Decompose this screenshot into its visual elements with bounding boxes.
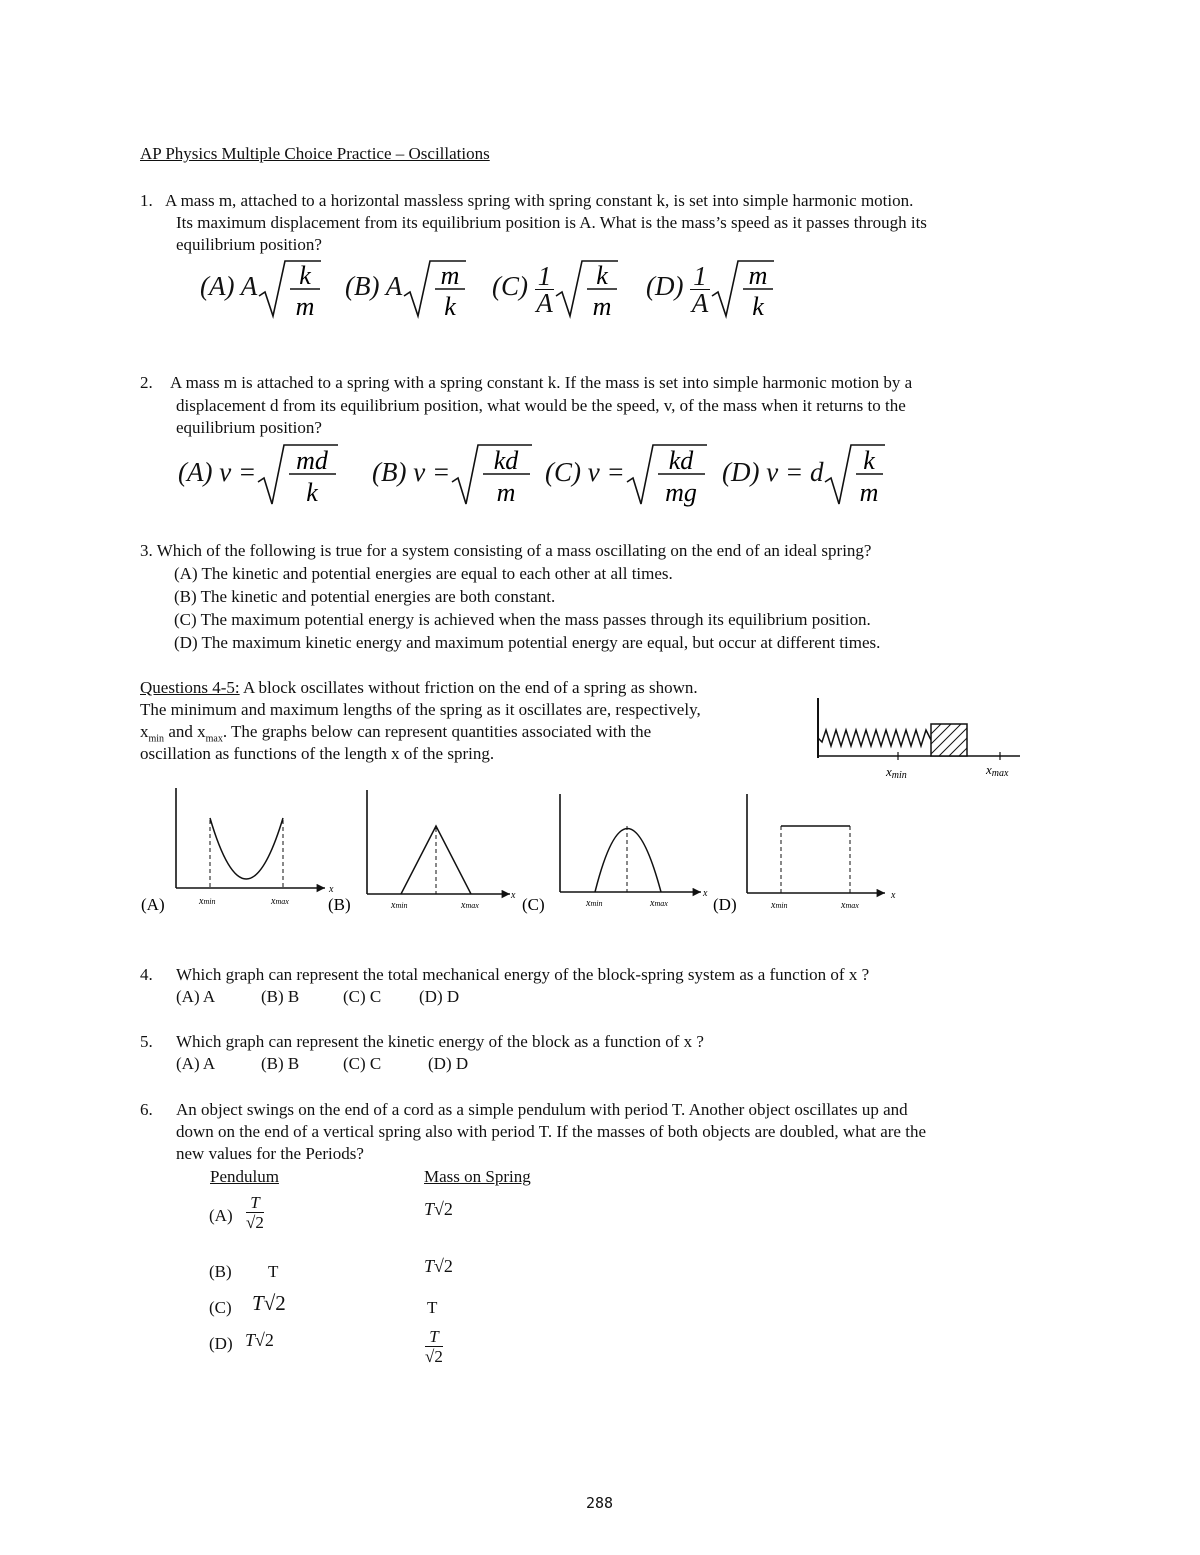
q2-line-2: displacement d from its equilibrium position, what would be the speed, v, of the mass when it returns to the [176,396,906,415]
T: T [424,1256,435,1276]
tick-xmin-sub: min [395,901,408,910]
q3-stem: 3. Which of the following is true for a system consisting of a mass oscillating on the end of an ideal spring? [140,541,872,560]
q6-row-c-label[interactable]: (C) [209,1298,232,1317]
q6-line-3: new values for the Periods? [176,1144,364,1163]
denominator: m [295,292,315,320]
q1-number: 1. [140,191,153,210]
sqrt-symbol [710,258,776,320]
graph-label: (C) [522,895,545,914]
sqrt-symbol [554,258,620,320]
sqrt-symbol [402,258,468,320]
q3-option-c[interactable]: (C) The maximum potential energy is achieved when the mass passes through its equilibrium position. [174,610,871,629]
sqrt2: √2 [434,1199,453,1219]
tick-xmin-sub: min [590,899,603,908]
lhs: v = [587,457,625,488]
graph-d [713,794,896,914]
q3-option-d[interactable]: (D) The maximum kinetic energy and maximum potential energy are equal, but occur at different times. [174,633,881,652]
option-label: (C) [492,271,528,302]
denominator: k [444,292,457,320]
sqrt-symbol [823,442,887,508]
fig-xmax-sub: max [991,768,1009,779]
T: T [252,1291,264,1315]
q1-line-3: equilibrium position? [176,235,322,254]
spring-coil [818,730,931,746]
col-spring-header: Mass on Spring [424,1167,531,1186]
q4-choice-b[interactable]: (B) B [261,987,300,1006]
q2-line-3: equilibrium position? [176,418,322,437]
sqrt-symbol [256,442,340,508]
axis-x-label: x [329,884,334,895]
fig-xmin-x: x [886,764,892,779]
q1-option-b[interactable] [345,258,468,320]
intro-heading: Questions 4-5: [140,678,240,697]
q2-option-b[interactable] [372,442,534,508]
graph-label: (B) [328,895,351,914]
denominator: m [496,478,516,507]
tick-xmax-sub: max [275,897,289,906]
q5-choice-b[interactable]: (B) B [261,1054,300,1073]
and-xmax: and x [164,722,206,741]
denominator: m [860,478,879,507]
tick-xmax-x: x [841,900,846,911]
q4-text: Which graph can represent the total mechanical energy of the block-spring system as a function of x ? [176,965,870,984]
tick-xmin-sub: min [775,901,788,910]
numerator: k [863,446,876,475]
xmin-sub: min [148,733,165,745]
numerator: kd [668,446,693,475]
sqrt-symbol [450,442,534,508]
graph-a [141,788,334,914]
tick-xmin-x: x [391,900,396,911]
q5-number: 5. [140,1032,153,1051]
intro-line-2: The minimum and maximum lengths of the spring as it oscillates are, respectively, [140,700,701,719]
q1-option-a[interactable] [200,258,323,320]
fraction [535,260,555,318]
sqrt2: √2 [434,1256,453,1276]
lhs: v = [219,457,257,488]
q2-option-d[interactable] [722,442,887,508]
q6-row-b-pendulum: T [268,1262,279,1281]
q1-line-1: A mass m, attached to a horizontal massless spring with spring constant k, is set into simple harmonic motion. [165,191,914,210]
option-label: (D) [722,457,760,488]
axis-x-label: x [511,890,516,901]
q5-choice-a[interactable]: (A) A [176,1054,216,1073]
graph-b [328,790,516,914]
fraction-denominator: √2 [425,1347,443,1366]
fraction-denominator: √2 [246,1213,264,1232]
fraction [246,1193,264,1232]
intro-text-3: . The graphs below can represent quantities associated with the [222,722,652,741]
T: T [424,1199,435,1219]
sqrt-symbol [625,442,709,508]
col-pendulum-header: Pendulum [210,1167,279,1186]
q4-choice-a[interactable]: (A) A [176,987,216,1006]
fraction-numerator: T [425,1327,443,1347]
fig-xmax-label [985,762,1009,779]
fig-xmin-sub: min [891,770,907,781]
tick-xmin [585,898,602,909]
tick-xmax-x: x [650,898,655,909]
denominator: k [306,478,318,507]
q6-row-c-pendulum [252,1292,286,1314]
T: T [245,1330,256,1350]
q5-text: Which graph can represent the kinetic energy of the block as a function of x ? [176,1032,704,1051]
xmax-sub: max [205,733,223,745]
q2-option-c[interactable] [545,442,709,508]
q4-number: 4. [140,965,153,984]
q6-number: 6. [140,1100,153,1119]
q6-row-d-pendulum [245,1329,274,1351]
numerator: m [440,261,460,290]
q5-choice-c[interactable]: (C) C [343,1054,382,1073]
axis-x-label: x [891,890,896,901]
axis-x-label: x [703,888,708,899]
tick-xmax [270,896,289,907]
curve [595,829,661,893]
graphs-row [135,780,925,920]
tick-xmin [390,900,407,911]
tick-xmax [460,900,479,911]
xmin-x: x [140,722,149,741]
q1-option-d[interactable] [646,258,776,320]
q6-row-a-label[interactable]: (A) [209,1206,233,1225]
spring-block-figure [810,690,1030,785]
tick-xmax-x: x [271,896,276,907]
fraction-denominator: A [536,287,553,318]
q3-option-a[interactable]: (A) The kinetic and potential energies are equal to each other at all times. [174,564,673,583]
tick-xmax-sub: max [845,901,859,910]
q1-option-c[interactable] [492,258,620,320]
fig-xmax-x: x [986,762,992,777]
q6-row-d-spring [425,1327,443,1366]
lhs: v = d [766,457,824,488]
fraction [690,260,710,318]
fig-xmin-label [885,764,907,781]
tick-xmin-x: x [199,896,204,907]
option-label: (A) [200,271,235,302]
q5-choice-d[interactable]: (D) D [428,1054,469,1073]
numerator: k [299,261,312,290]
q3-option-b[interactable]: (B) The kinetic and potential energies are both constant. [174,587,556,606]
fraction-numerator: T [246,1193,264,1213]
page-title: AP Physics Multiple Choice Practice – Oscillations [140,144,490,163]
option-label: (B) [372,457,407,488]
intro-text-1: A block oscillates without friction on the end of a spring as shown. [239,678,698,697]
tick-xmax [649,898,668,909]
q2-number: 2. [140,373,153,392]
graph-label: (A) [141,895,165,914]
curve [210,818,283,879]
numerator: md [296,446,329,475]
option-label: (A) [178,457,213,488]
q6-row-a-pendulum [246,1193,264,1232]
q6-row-b-label[interactable]: (B) [209,1262,232,1281]
numerator: kd [493,446,519,475]
tick-xmin-x: x [771,900,776,911]
q6-row-c-spring: T [427,1298,438,1317]
denominator: k [751,292,764,320]
denominator: mg [664,478,697,507]
sqrt2: √2 [255,1330,274,1350]
q6-row-d-label[interactable]: (D) [209,1334,233,1353]
tick-xmax-x: x [461,900,466,911]
sqrt2: √2 [263,1291,286,1315]
q6-row-a-spring [424,1198,453,1220]
tick-xmin-sub: min [203,897,216,906]
q4-choice-d[interactable]: (D) D [419,987,460,1006]
tick-xmax [840,900,859,911]
q1-line-2: Its maximum displacement from its equilibrium position is A. What is the mass’s speed as it passes through its [176,213,927,232]
tick-xmin-x: x [586,898,591,909]
q6-row-b-spring [424,1255,453,1277]
tick-xmax-sub: max [465,901,479,910]
fraction [425,1327,443,1366]
q6-line-2: down on the end of a vertical spring also with period T. If the masses of both objects are doubled, what are the [176,1122,926,1141]
option-label: (B) [345,271,380,302]
numerator: k [596,261,609,290]
tick-xmax-sub: max [654,899,668,908]
intro-line-4: oscillation as functions of the length x of the spring. [140,744,495,763]
q6-line-1: An object swings on the end of a cord as a simple pendulum with period T. Another object oscillates up and [176,1100,908,1119]
numerator: m [748,261,768,290]
page-number: 288 [586,1494,614,1512]
tick-xmin [198,896,215,907]
lhs: v = [413,457,451,488]
q4-choice-c[interactable]: (C) C [343,987,382,1006]
option-label: (C) [545,457,581,488]
coefficient: A [385,271,403,302]
graph-label: (D) [713,895,737,914]
graph-c [522,794,708,914]
q2-line-1: A mass m is attached to a spring with a spring constant k. If the mass is set into simple harmonic motion by a [170,373,913,392]
intro-line-1 [140,677,698,699]
q2-option-a[interactable] [178,442,340,508]
fraction-numerator: 1 [690,263,710,290]
tick-xmin [770,900,787,911]
fraction-denominator: A [691,287,709,318]
option-label: (D) [646,271,684,302]
coefficient: A [240,271,258,302]
sqrt-symbol [257,258,323,320]
fraction-numerator: 1 [535,263,555,290]
denominator: m [592,292,612,320]
